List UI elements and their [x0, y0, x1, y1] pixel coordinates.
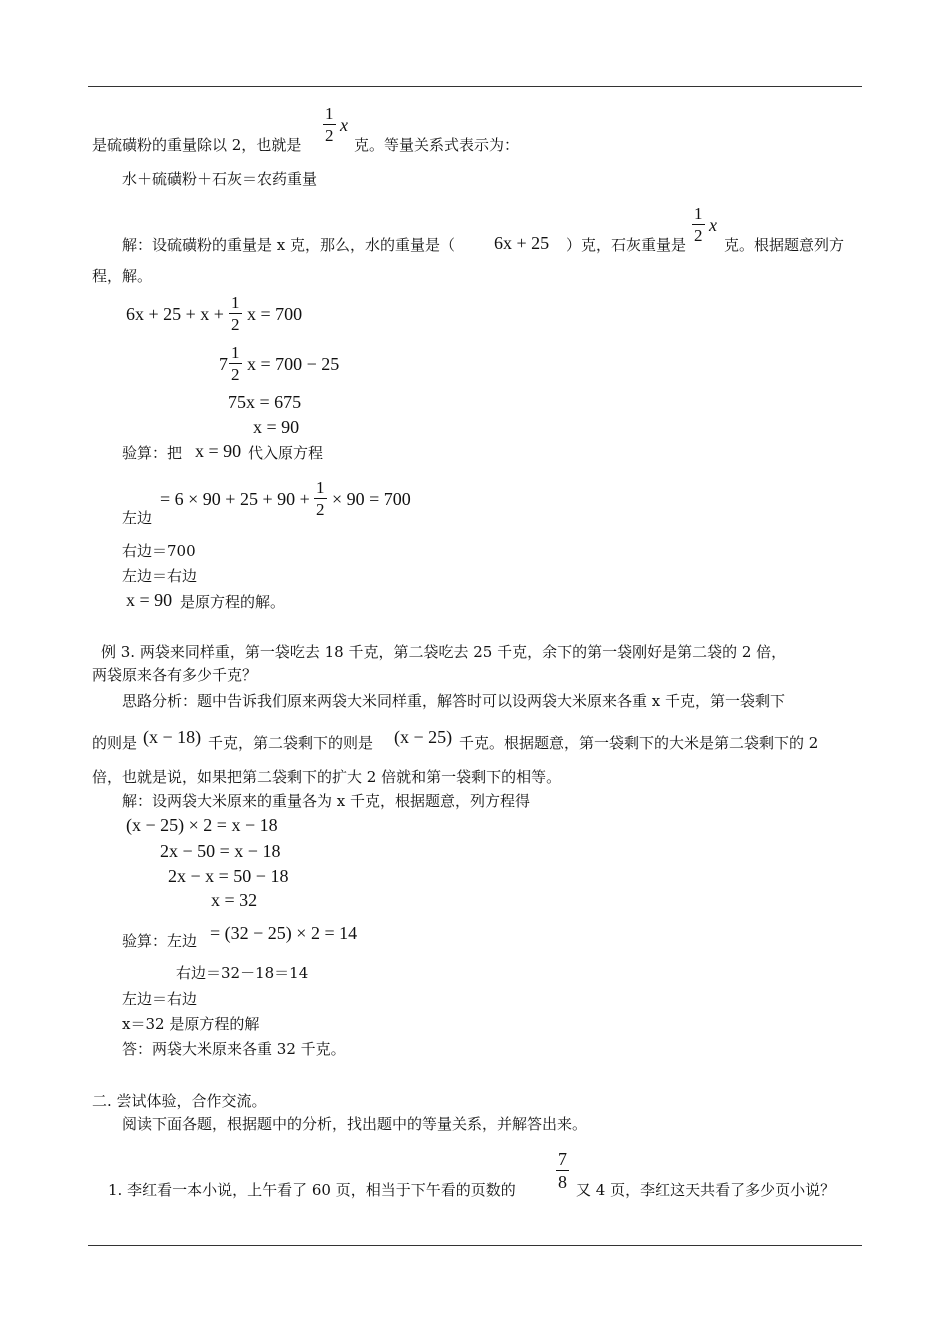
denominator: 2: [325, 126, 334, 145]
numerator: 7: [558, 1149, 567, 1169]
denominator: 2: [694, 226, 703, 245]
equation-3: 2x − x = 50 − 18: [168, 866, 289, 886]
text-line: 两袋原来各有多少千克？: [92, 666, 258, 684]
text-line: 验算：把: [122, 444, 183, 462]
equation-1: 6x + 25 + x +: [126, 304, 224, 324]
footer-rule: [88, 1245, 862, 1246]
equation-4: x = 32: [211, 890, 258, 910]
text-line: 答：两袋大米原来各重 32 千克。: [122, 1040, 346, 1058]
text-line: 程，解。: [92, 267, 153, 285]
text-line: ）克，石灰重量是: [566, 236, 687, 254]
text-line: 代入原方程: [248, 444, 324, 462]
equation-1-rhs: x = 700: [247, 304, 303, 324]
fraction-half: [229, 344, 242, 383]
text-line: 千克。根据题意，第一袋剩下的大米是第二袋剩下的 2: [459, 734, 819, 752]
check-equation: = 6 × 90 + 25 + 90 +: [160, 489, 310, 509]
numerator: 1: [231, 343, 240, 362]
text-line: 右边＝32－18＝14: [176, 964, 309, 982]
section-heading: 二. 尝试体验，合作交流。: [92, 1092, 267, 1110]
text-line: 思路分析：题中告诉我们原来两袋大米同样重，解答时可以设两袋大米原来各重 x 千克，第一袋剩下: [122, 692, 786, 710]
text-line: 的则是: [92, 734, 138, 752]
question-1-tail: 又 4 页，李红这天共看了多少页小说？: [576, 1181, 836, 1199]
math-var: x: [340, 115, 348, 135]
math-expression: x = 90: [195, 441, 242, 461]
denominator: 2: [231, 365, 240, 384]
text-line: 倍，也就是说，如果把第二袋剩下的扩大 2 倍就和第一袋剩下的相等。: [92, 768, 562, 786]
denominator: 2: [231, 315, 240, 334]
text-line: 阅读下面各题，根据题中的分析，找出题中的等量关系，并解答出来。: [122, 1115, 588, 1133]
fraction-half: [229, 294, 242, 333]
text-line: 解：设硫磺粉的重量是 x 克，那么，水的重量是（: [122, 236, 455, 254]
text-line: 是硫磺粉的重量除以 2，也就是: [92, 136, 302, 154]
equation-2: x = 700 − 25: [247, 354, 340, 374]
text-line: 左边: [122, 509, 153, 527]
check-equation: = (32 − 25) × 2 = 14: [210, 923, 358, 943]
text-line: 验算：左边: [122, 932, 198, 950]
numerator: 1: [316, 478, 325, 497]
text-line: 千克，第二袋剩下的则是: [208, 734, 374, 752]
text-line: 右边＝700: [122, 542, 196, 560]
text-line: 左边＝右边: [122, 567, 198, 585]
text-line: 解：设两袋大米原来的重量各为 x 千克，根据题意，列方程得: [122, 792, 530, 810]
numerator: 1: [694, 204, 703, 223]
text-line: x＝32 是原方程的解: [122, 1015, 260, 1033]
question-1: 1. 李红看一本小说，上午看了 60 页，相当于下午看的页数的: [108, 1181, 516, 1199]
fraction-half: [323, 105, 336, 144]
denominator: 8: [558, 1172, 567, 1192]
fraction-half: [314, 479, 327, 518]
text-line: 克。根据题意列方: [724, 236, 845, 254]
fraction-half: [692, 205, 705, 244]
math-var: x: [709, 215, 717, 235]
text-line: 是原方程的解。: [180, 593, 286, 611]
numerator: 1: [231, 293, 240, 312]
equation-1: (x − 25) × 2 = x − 18: [126, 815, 278, 835]
header-rule: [88, 86, 862, 87]
math-expression: (x − 25): [394, 727, 453, 747]
equation-2: 2x − 50 = x − 18: [160, 841, 281, 861]
equation-4: x = 90: [253, 417, 300, 437]
math-expression: x = 90: [126, 590, 173, 610]
math-expression: 6x + 25: [494, 233, 550, 253]
fraction-seven-eighths: [556, 1150, 569, 1191]
denominator: 2: [316, 500, 325, 519]
text-line: 克。等量关系式表示为：: [354, 136, 520, 154]
text-line: 例 3. 两袋来同样重，第一袋吃去 18 千克，第二袋吃去 25 千克，余下的第一袋刚好是第二袋的 2 倍，: [101, 643, 787, 661]
math-expression: (x − 18): [143, 727, 202, 747]
text-line: 左边＝右边: [122, 990, 198, 1008]
check-equation-rhs: × 90 = 700: [332, 489, 411, 509]
text-line: 水＋硫磺粉＋石灰＝农药重量: [122, 170, 318, 188]
mixed-number-whole: 7: [219, 354, 228, 374]
numerator: 1: [325, 104, 334, 123]
equation-3: 75x = 675: [228, 392, 302, 412]
